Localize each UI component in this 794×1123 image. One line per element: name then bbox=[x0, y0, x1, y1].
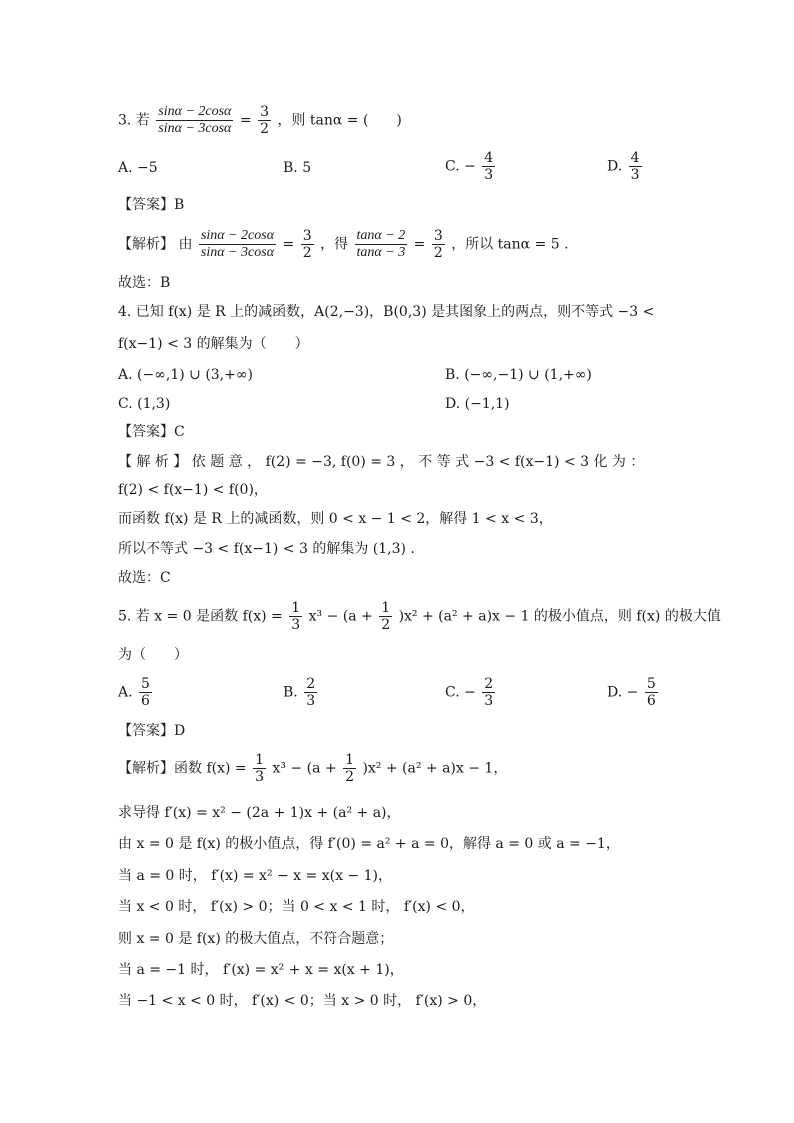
q5-option-c-label: C. − bbox=[445, 684, 476, 701]
q5-analysis bbox=[118, 752, 507, 785]
q3-stem-prefix: 3. 若 bbox=[118, 112, 150, 129]
q5-option-d bbox=[607, 676, 660, 709]
q3-option-d-num: 4 bbox=[630, 150, 640, 166]
q5-option-b-num: 2 bbox=[306, 676, 316, 692]
q3-rhs-num: 3 bbox=[260, 104, 269, 120]
q3-analysis-frac1-den: sinα − 3cosα bbox=[200, 245, 275, 260]
q5-answer: 【答案】D bbox=[118, 723, 186, 739]
q5-analysis-prefix: 【解析】函数 f(x) = bbox=[118, 760, 247, 777]
q4-stem-line1: 4. 已知 f(x) 是 R 上的减函数，A(2,−3)，B(0,3) 是其图象上的两点，则不等式 −3 < bbox=[118, 304, 655, 320]
q3-analysis-frac2-den: 2 bbox=[302, 245, 312, 261]
q3-analysis-2: ，得 bbox=[320, 236, 349, 253]
q3-rhs-fraction bbox=[258, 104, 271, 137]
q3-option-d-frac bbox=[629, 150, 642, 183]
q5-option-c bbox=[445, 676, 497, 709]
q5-stem-prefix: 5. 若 x = 0 是函数 f(x) = bbox=[118, 608, 283, 625]
q3-analysis-frac2-num: 3 bbox=[302, 228, 312, 244]
q5-option-b-frac bbox=[304, 676, 317, 709]
q3-option-a: A. −5 bbox=[118, 160, 158, 176]
q3-analysis-3: ，所以 tanα = 5 . bbox=[451, 236, 569, 253]
q3-option-d-label: D. bbox=[607, 158, 623, 175]
q3-stem-suffix: ，则 tanα = ( ) bbox=[277, 112, 402, 129]
q5-option-a-den: 6 bbox=[141, 693, 150, 709]
q5-line-deriv: 求导得 f′(x) = x² − (2a + 1)x + (a² + a)， bbox=[118, 805, 401, 821]
q3-analysis bbox=[118, 228, 569, 261]
q5-frac-one-half bbox=[379, 600, 392, 633]
q3-choose: 故选：B bbox=[118, 275, 171, 291]
q5-line-am1-sign: 当 −1 < x < 0 时， f′(x) < 0；当 x > 0 时， f′(x) > 0， bbox=[118, 993, 487, 1009]
q3-analysis-frac1-num: sinα − 2cosα bbox=[200, 228, 275, 243]
q3-option-d-den: 3 bbox=[630, 167, 640, 183]
q3-analysis-frac4 bbox=[432, 228, 445, 261]
q4-option-c: C. (1,3) bbox=[118, 396, 171, 412]
q5-analysis-frac-third bbox=[253, 752, 266, 785]
q5-analysis-frac-half-den: 2 bbox=[345, 769, 354, 785]
q4-analysis-line2: f(2) < f(x−1) < f(0)， bbox=[118, 482, 268, 498]
q5-line-a0-sign: 当 x < 0 时， f′(x) > 0；当 0 < x < 1 时， f′(x) < 0， bbox=[118, 899, 475, 915]
q3-analysis-frac4-num: 3 bbox=[433, 228, 443, 244]
q3-option-c bbox=[445, 150, 497, 183]
q5-stem-line2: 为（ ） bbox=[118, 647, 188, 663]
q5-analysis-suffix: )x² + (a² + a)x − 1， bbox=[362, 760, 508, 777]
q3-lhs-den: sinα − 3cosα bbox=[158, 121, 232, 136]
q5-line-a0-res: 则 x = 0 是 f(x) 的极大值点，不符合题意； bbox=[118, 931, 394, 947]
q4-answer: 【答案】C bbox=[118, 424, 185, 440]
q5-option-a-num: 5 bbox=[141, 676, 150, 692]
q5-frac-one-half-den: 2 bbox=[381, 617, 391, 633]
q4-choose: 故选：C bbox=[118, 570, 171, 586]
q5-analysis-frac-half-num: 1 bbox=[345, 752, 354, 768]
q3-analysis-frac3 bbox=[355, 228, 408, 261]
q3-analysis-1: 由 bbox=[178, 236, 193, 253]
q3-lhs-fraction bbox=[156, 104, 233, 137]
q3-option-c-label: C. − bbox=[445, 158, 476, 175]
q4-analysis-line1: 【 解 析 】 依 题 意 ， f(2) = −3, f(0) = 3 ， 不 等 式 −3 < f(x−1) < 3 化 为 ： bbox=[118, 454, 645, 470]
q3-analysis-label: 【解析】 bbox=[118, 236, 174, 253]
q4-analysis-line4: 所以不等式 −3 < f(x−1) < 3 的解集为 (1,3) . bbox=[118, 541, 415, 557]
q5-option-b bbox=[283, 676, 319, 709]
q3-option-d bbox=[607, 150, 644, 183]
q3-analysis-frac3-num: tanα − 2 bbox=[356, 228, 406, 243]
q3-analysis-eq1: = bbox=[282, 236, 295, 253]
q5-frac-one-third-num: 1 bbox=[291, 600, 301, 616]
q5-line-a0: 当 a = 0 时， f′(x) = x² − x = x(x − 1)， bbox=[118, 868, 392, 884]
q5-option-b-label: B. bbox=[283, 684, 298, 701]
q3-analysis-frac2 bbox=[301, 228, 314, 261]
q4-option-b: B. (−∞,−1) ∪ (1,+∞) bbox=[445, 367, 592, 383]
q3-lhs-num: sinα − 2cosα bbox=[158, 104, 232, 119]
q5-stem bbox=[118, 600, 721, 633]
q5-line-min: 由 x = 0 是 f(x) 的极小值点，得 f′(0) = a² + a = 0，解得 a = 0 或 a = −1， bbox=[118, 836, 620, 852]
q5-option-d-den: 6 bbox=[646, 693, 656, 709]
q5-analysis-mid: x³ − (a + bbox=[272, 760, 337, 777]
q3-analysis-frac4-den: 2 bbox=[433, 245, 443, 261]
q5-option-d-num: 5 bbox=[646, 676, 656, 692]
q5-frac-one-half-num: 1 bbox=[381, 600, 391, 616]
q3-option-c-num: 4 bbox=[484, 150, 494, 166]
q4-option-a: A. (−∞,1) ∪ (3,+∞) bbox=[118, 367, 253, 383]
q5-option-c-frac bbox=[482, 676, 495, 709]
q5-stem-suffix: )x² + (a² + a)x − 1 的极小值点，则 f(x) 的极大值 bbox=[398, 608, 721, 625]
q5-option-d-label: D. − bbox=[607, 684, 639, 701]
q5-option-a-label: A. bbox=[118, 684, 133, 701]
q5-option-b-den: 3 bbox=[306, 693, 316, 709]
q5-frac-one-third-den: 3 bbox=[291, 617, 301, 633]
q3-analysis-eq2: = bbox=[413, 236, 426, 253]
q3-eq: = bbox=[239, 112, 252, 129]
q5-analysis-frac-third-num: 1 bbox=[255, 752, 265, 768]
q3-stem bbox=[118, 104, 402, 137]
q5-analysis-frac-half bbox=[343, 752, 356, 785]
q3-analysis-frac1 bbox=[199, 228, 276, 261]
q5-option-c-num: 2 bbox=[484, 676, 494, 692]
q3-answer: 【答案】B bbox=[118, 197, 185, 213]
q5-stem-mid: x³ − (a + bbox=[308, 608, 373, 625]
q3-option-b: B. 5 bbox=[283, 160, 312, 176]
q5-option-a bbox=[118, 676, 154, 709]
q5-analysis-frac-third-den: 3 bbox=[255, 769, 265, 785]
q5-line-am1: 当 a = −1 时， f′(x) = x² + x = x(x + 1)， bbox=[118, 962, 404, 978]
q3-option-c-den: 3 bbox=[484, 167, 494, 183]
q5-option-a-frac bbox=[139, 676, 152, 709]
q5-option-c-den: 3 bbox=[484, 693, 494, 709]
q3-analysis-frac3-den: tanα − 3 bbox=[356, 245, 406, 260]
q4-stem-line2: f(x−1) < 3 的解集为（ ） bbox=[118, 336, 309, 352]
q4-analysis-line3: 而函数 f(x) 是 R 上的减函数，则 0 < x − 1 < 2，解得 1 < x < 3， bbox=[118, 511, 553, 527]
q4-option-d: D. (−1,1) bbox=[445, 396, 510, 412]
q5-option-d-frac bbox=[645, 676, 658, 709]
q5-frac-one-third bbox=[289, 600, 302, 633]
q3-rhs-den: 2 bbox=[260, 121, 269, 137]
q3-option-c-frac bbox=[482, 150, 495, 183]
